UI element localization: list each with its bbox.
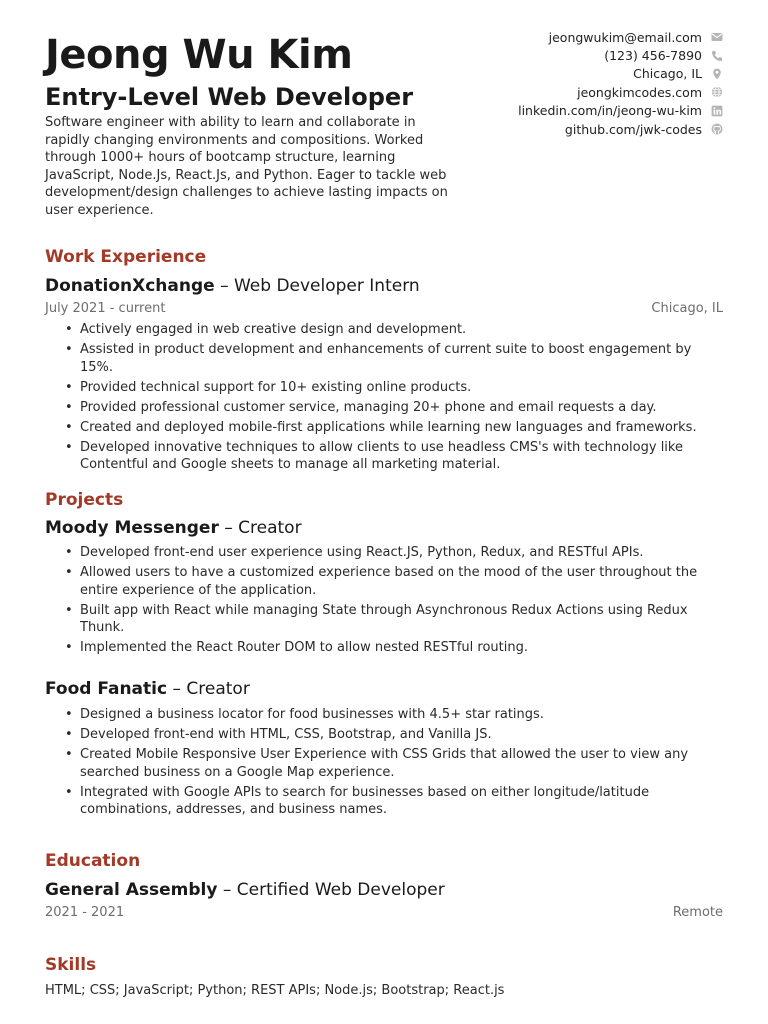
- contact-website-text[interactable]: jeongkimcodes.com: [577, 84, 702, 100]
- contact-github-text[interactable]: github.com/jwk-codes: [564, 121, 702, 137]
- education-dates: 2021 - 2021: [45, 905, 125, 920]
- list-item: • Designed a business locator for food businesses with 4.5+ star ratings.: [80, 706, 728, 724]
- list-item: • Assisted in product development and enhancements of current suite to boost engagement by 15%.: [80, 341, 728, 376]
- section-title-work: Work Experience: [45, 247, 207, 267]
- project-heading-food-fanatic: [45, 678, 723, 700]
- project-name: Food Fanatic: [45, 679, 168, 699]
- contact-location-text: Chicago, IL: [633, 66, 702, 82]
- candidate-name: Jeong Wu Kim: [45, 32, 353, 78]
- work-entry-heading: [45, 275, 723, 297]
- section-title-education: Education: [45, 851, 141, 871]
- contact-phone[interactable]: [518, 46, 723, 64]
- list-item: • Allowed users to have a customized experience based on the mood of the user throughout the entire experience of the application.: [80, 564, 728, 599]
- project-role: Creator: [186, 679, 250, 699]
- list-item: • Provided technical support for 10+ existing online products.: [80, 379, 728, 397]
- list-item: • Built app with React while managing State through Asynchronous Redux Actions using Redux Thunk.: [80, 602, 728, 637]
- list-item: • Provided professional customer service, managing 20+ phone and email requests a day.: [80, 399, 728, 417]
- list-item: • Developed innovative techniques to allow clients to use headless CMS's with technology like Contentful and Google sheets to manage all marketing material.: [80, 439, 728, 474]
- github-icon: [711, 123, 723, 135]
- list-item: • Created Mobile Responsive User Experience with CSS Grids that allowed the user to view any searched business on a Google Map experience.: [80, 746, 728, 781]
- contact-location: [518, 65, 723, 83]
- envelope-icon: [711, 31, 723, 43]
- education-location: Remote: [672, 905, 723, 920]
- phone-icon: [711, 50, 723, 62]
- contact-website[interactable]: [518, 83, 723, 101]
- summary-text: Software engineer with ability to learn and collaborate in rapidly changing environments and compositions. Worked through 1000+ hours of bootcamp structure, learning JavaScript, Node.Js, React.Js, and Python. Eager to tackle web development/design challenges to achieve lasting impacts on user experience.: [45, 115, 448, 218]
- globe-icon: [711, 86, 723, 98]
- work-location: Chicago, IL: [651, 301, 723, 316]
- work-dates: July 2021 - current: [45, 301, 166, 316]
- list-item: • Actively engaged in web creative design and development.: [80, 321, 728, 339]
- project-role: Creator: [238, 518, 302, 538]
- skills-list: HTML; CSS; JavaScript; Python; REST APIs; Node.js; Bootstrap; React.js: [45, 983, 505, 998]
- work-bullets: [80, 321, 728, 477]
- work-position: Web Developer Intern: [233, 276, 420, 296]
- project-separator: –: [218, 518, 239, 538]
- education-meta: [45, 904, 723, 922]
- education-org: General Assembly: [45, 880, 218, 900]
- contact-email[interactable]: [518, 28, 723, 46]
- location-pin-icon: [711, 68, 723, 80]
- section-title-projects: Projects: [45, 490, 124, 510]
- list-item: • Integrated with Google APIs to search for businesses based on either longitude/latitude combinations, addresses, and business names.: [80, 784, 728, 819]
- contact-github[interactable]: [518, 120, 723, 138]
- linkedin-icon: [711, 105, 723, 117]
- list-item: • Implemented the React Router DOM to allow nested RESTful routing.: [80, 639, 728, 657]
- project-bullets-food-fanatic: [80, 706, 728, 821]
- list-item: • Developed front-end user experience using React.JS, Python, Redux, and RESTful APIs.: [80, 544, 728, 562]
- contact-list: [518, 28, 723, 138]
- education-separator: –: [217, 880, 237, 900]
- education-entry-heading: [45, 879, 723, 901]
- contact-linkedin-text[interactable]: linkedin.com/in/jeong-wu-kim: [518, 103, 702, 119]
- candidate-role: Entry-Level Web Developer: [45, 83, 414, 111]
- contact-phone-text[interactable]: (123) 456-7890: [604, 48, 702, 64]
- project-name: Moody Messenger: [45, 518, 219, 538]
- project-heading-moody-messenger: [45, 517, 723, 539]
- work-separator: –: [214, 276, 234, 296]
- section-title-skills: Skills: [45, 955, 97, 975]
- list-item: • Created and deployed mobile-first applications while learning new languages and frameworks.: [80, 419, 728, 437]
- list-item: • Developed front-end with HTML, CSS, Bootstrap, and Vanilla JS.: [80, 726, 728, 744]
- project-bullets-moody-messenger: [80, 544, 728, 659]
- contact-email-text[interactable]: jeongwukim@email.com: [548, 29, 702, 45]
- contact-linkedin[interactable]: [518, 102, 723, 120]
- education-credential: Certified Web Developer: [236, 880, 445, 900]
- work-meta: [45, 300, 723, 318]
- work-org: DonationXchange: [45, 276, 215, 296]
- project-separator: –: [167, 679, 187, 699]
